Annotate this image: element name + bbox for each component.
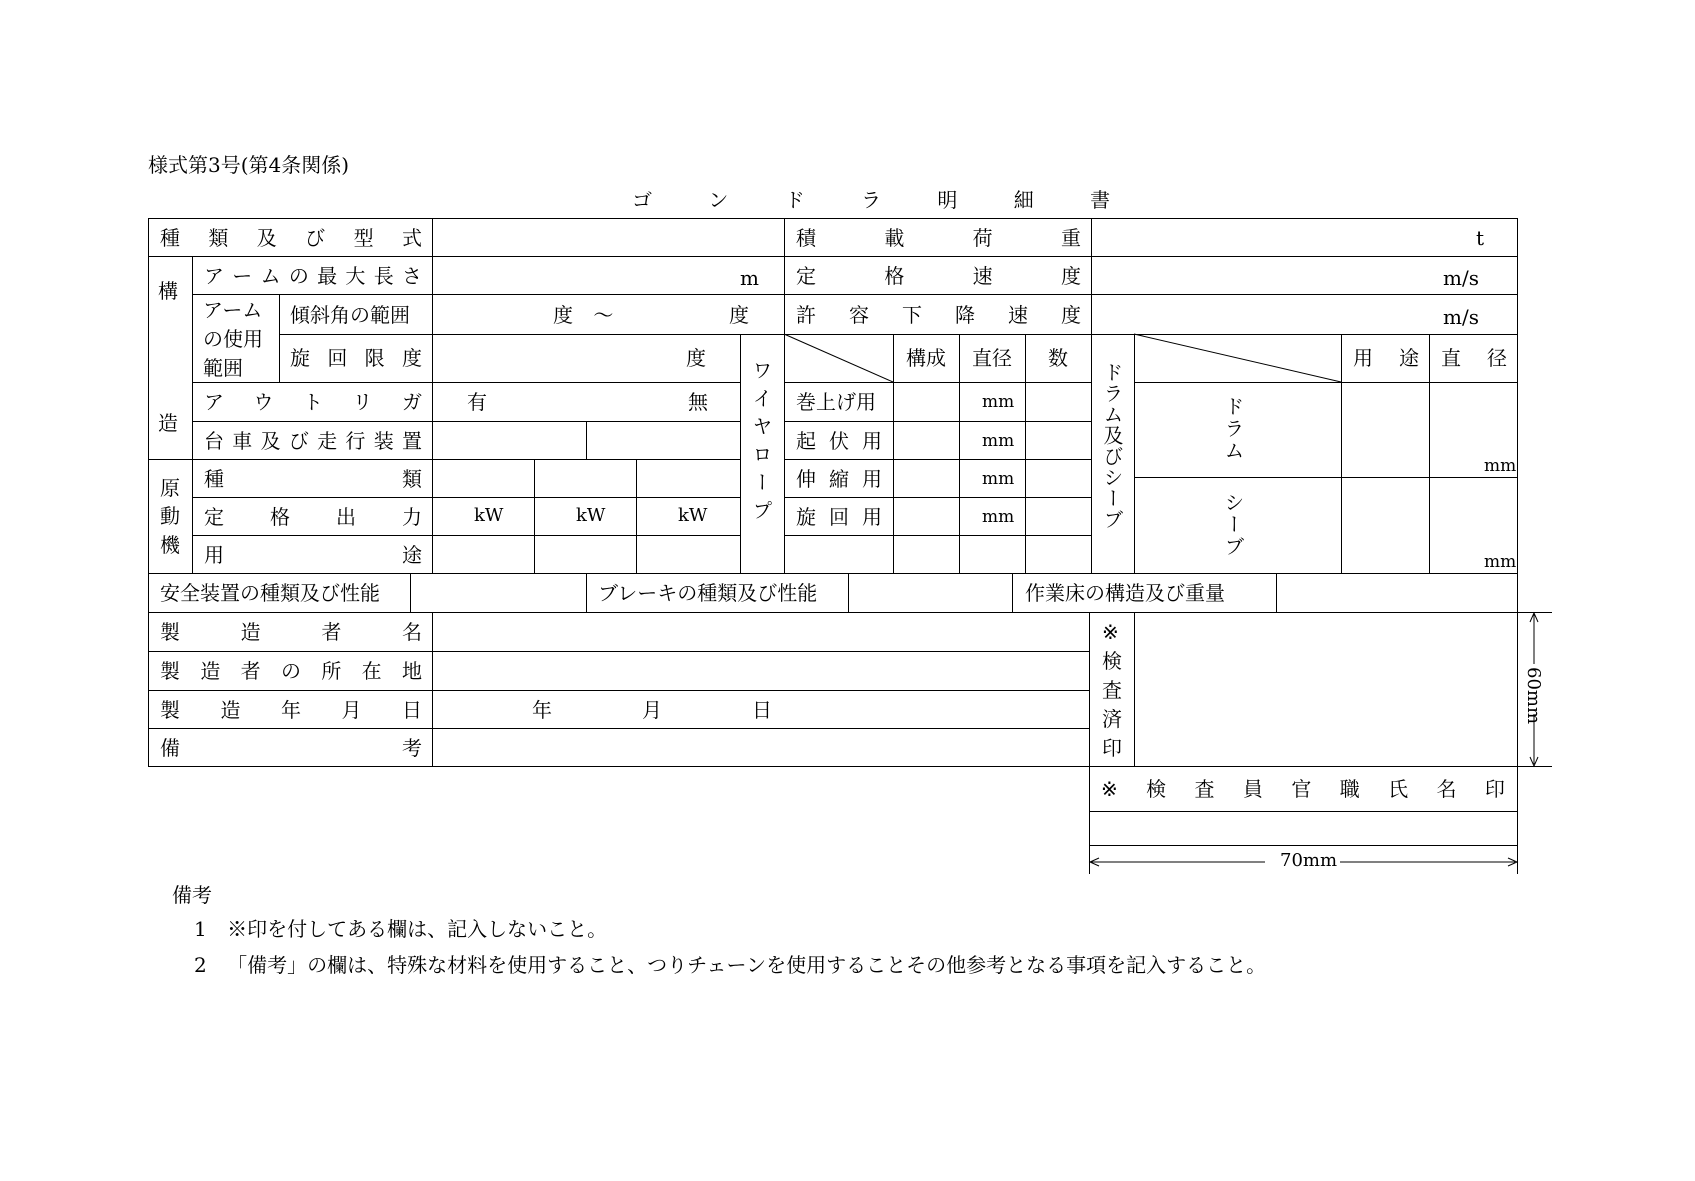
motor-use-label: 用 途 bbox=[204, 543, 422, 567]
sheave-unit: mm bbox=[1484, 552, 1517, 572]
outrigger-yes: 有 bbox=[467, 390, 487, 414]
maker-date-label: 製 造 年 月 日 bbox=[160, 698, 422, 722]
tilt-range-label: 傾斜角の範囲 bbox=[290, 303, 410, 327]
wire-col-count: 数 bbox=[1048, 346, 1068, 370]
wire-rope-label: ワイヤロープ bbox=[749, 360, 773, 528]
note-item-2: 2 「備考」の欄は、特殊な材料を使用すること、つりチェーンを使用することその他参考となる事項を記入すること。 bbox=[194, 953, 1267, 977]
stamp-label-4: 済 bbox=[1102, 707, 1122, 731]
page-title: ゴ ン ド ラ 明 細 書 bbox=[632, 188, 1131, 212]
notes-title: 備考 bbox=[172, 883, 212, 907]
drum-col-use: 用 途 bbox=[1353, 346, 1419, 370]
wire-row-luff: 起 伏 用 bbox=[796, 429, 882, 453]
note-item-1: 1 ※印を付してある欄は、記入しないこと。 bbox=[194, 917, 608, 941]
motor-rated-output-label: 定 格 出 力 bbox=[204, 505, 422, 529]
motor-type-label: 種 類 bbox=[204, 467, 422, 491]
outrigger-label: ア ウ ト リ ガ bbox=[204, 390, 422, 414]
date-day: 日 bbox=[752, 698, 772, 722]
maker-address-label: 製 造 者 の 所 在 地 bbox=[160, 659, 422, 683]
brake-label: ブレーキの種類及び性能 bbox=[598, 581, 818, 605]
wire-row-slew: 旋 回 用 bbox=[796, 505, 882, 529]
structure-label-top: 構 bbox=[158, 279, 178, 303]
tilt-value-to: 度 bbox=[729, 303, 749, 327]
remarks-label: 備 考 bbox=[160, 736, 422, 760]
date-month: 月 bbox=[642, 698, 662, 722]
dim-width-label: 70mm bbox=[1280, 850, 1338, 871]
maker-name-label: 製 造 者 名 bbox=[160, 620, 422, 644]
inspector-label: ※ 検 査 員 官 職 氏 名 印 bbox=[1101, 777, 1505, 801]
date-year: 年 bbox=[532, 698, 552, 722]
wire-unit-4: mm bbox=[982, 507, 1015, 527]
structure-label-bottom: 造 bbox=[158, 411, 178, 435]
drum-sheave-label: ドラム及びシーブ bbox=[1100, 362, 1124, 530]
carriage-label: 台 車 及 び 走 行 装 置 bbox=[204, 429, 422, 453]
sheave-label: シーブ bbox=[1221, 492, 1245, 558]
platform-label: 作業床の構造及び重量 bbox=[1025, 581, 1225, 605]
wire-col-diameter: 直径 bbox=[972, 346, 1012, 370]
arm-range-line1: アーム bbox=[203, 298, 263, 322]
load-unit: t bbox=[1476, 226, 1485, 250]
motor-kw-2: kW bbox=[576, 505, 606, 526]
dim-height-label: 60mm bbox=[1523, 667, 1544, 725]
motor-label-1: 原 bbox=[160, 476, 180, 500]
motor-label-2: 動 bbox=[160, 504, 180, 528]
wire-unit-1: mm bbox=[982, 392, 1015, 412]
stamp-label-5: 印 bbox=[1102, 736, 1122, 760]
descent-speed-unit: m/s bbox=[1443, 305, 1479, 329]
motor-label-3: 機 bbox=[160, 533, 180, 557]
wire-col-composition: 構成 bbox=[906, 346, 946, 370]
tilt-value-from: 度 〜 bbox=[553, 303, 614, 327]
type-model-label: 種 類 及 び 型 式 bbox=[160, 226, 422, 250]
safety-device-label: 安全装置の種類及び性能 bbox=[160, 581, 380, 605]
arm-max-length-label: ア ー ム の 最 大 長 さ bbox=[204, 264, 422, 288]
form-number: 様式第3号(第4条関係) bbox=[148, 153, 350, 177]
slew-unit: 度 bbox=[686, 346, 706, 370]
wire-unit-2: mm bbox=[982, 431, 1015, 451]
arm-range-line2: の使用 bbox=[203, 327, 263, 351]
wire-row-telescope: 伸 縮 用 bbox=[796, 467, 882, 491]
arm-unit: m bbox=[740, 266, 759, 290]
stamp-label-2: 検 bbox=[1102, 649, 1122, 673]
drum-col-diameter: 直 径 bbox=[1441, 346, 1507, 370]
stamp-label-1: ※ bbox=[1102, 620, 1119, 644]
arm-range-line3: 範囲 bbox=[203, 356, 243, 380]
motor-kw-1: kW bbox=[474, 505, 504, 526]
rated-speed-unit: m/s bbox=[1443, 266, 1479, 290]
rated-speed-label: 定 格 速 度 bbox=[796, 264, 1081, 288]
descent-speed-label: 許 容 下 降 速 度 bbox=[796, 303, 1081, 327]
stamp-label-3: 査 bbox=[1102, 678, 1122, 702]
drum-label: ドラム bbox=[1221, 396, 1245, 462]
slew-limit-label: 旋 回 限 度 bbox=[290, 346, 422, 370]
drum-unit: mm bbox=[1484, 456, 1517, 476]
wire-unit-3: mm bbox=[982, 469, 1015, 489]
motor-kw-3: kW bbox=[678, 505, 708, 526]
wire-row-hoist: 巻上げ用 bbox=[796, 390, 876, 414]
outrigger-no: 無 bbox=[688, 390, 708, 414]
load-label: 積 載 荷 重 bbox=[796, 226, 1081, 250]
